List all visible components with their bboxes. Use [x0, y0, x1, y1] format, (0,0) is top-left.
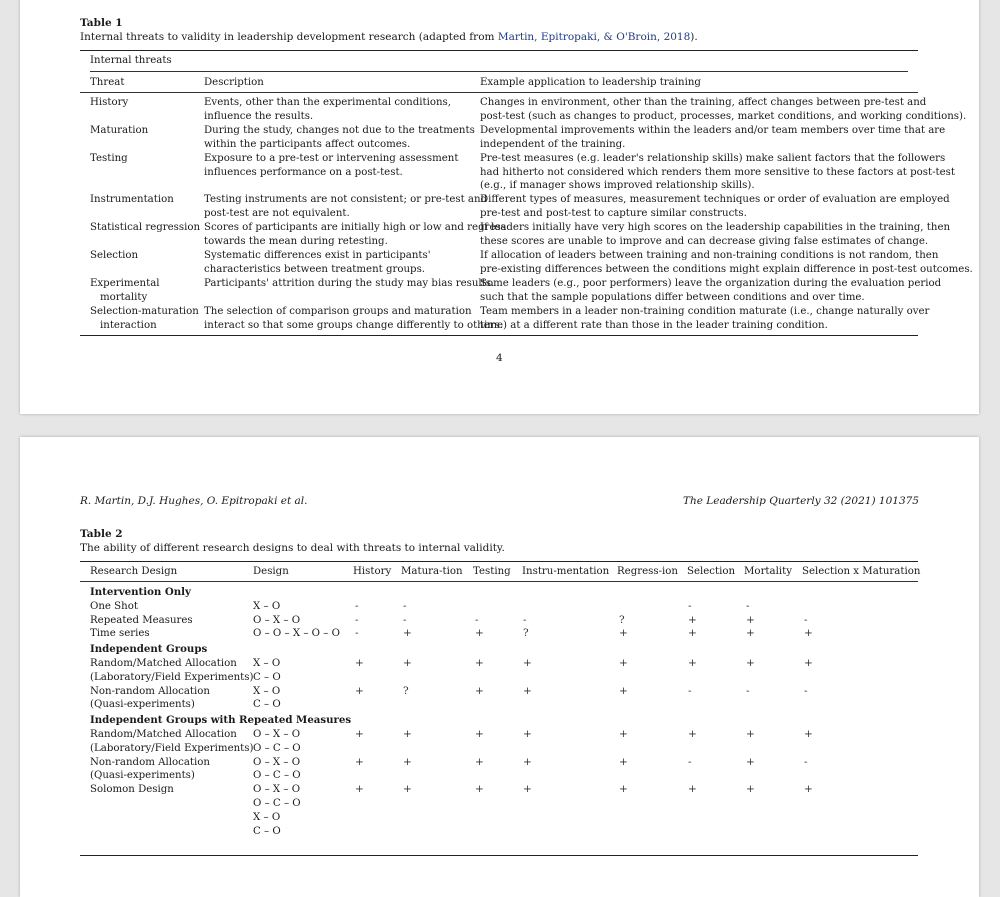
table2-mark-cell: +: [403, 728, 412, 740]
table2-mark-cell: +: [523, 755, 532, 768]
table2-mark-cell: +: [688, 613, 697, 626]
threat-cell: Statistical regression: [90, 222, 201, 233]
table2-mark-cell: +: [403, 627, 412, 640]
example-cell: Some leaders (e.g., poor performers) leave the organization during the evaluation period: [480, 278, 942, 289]
table2-row-label: (Quasi-experiments): [90, 770, 195, 782]
description-cell: The selection of comparison groups and maturation: [204, 306, 472, 317]
table2-mark-cell: -: [355, 613, 359, 626]
table2-mark-cell: +: [746, 657, 755, 669]
table2-mark-cell: +: [746, 627, 755, 640]
table2-mark-cell: +: [619, 728, 628, 740]
table2-row-label: Non-random Allocation: [90, 756, 210, 768]
table2-mark-cell: +: [619, 783, 628, 796]
description-cell: Participants' attrition during the study may bias results.: [204, 278, 495, 289]
threat-cell: interaction: [100, 319, 157, 331]
table2-mark-cell: +: [475, 684, 484, 697]
table2-mark-cell: -: [403, 599, 407, 612]
example-cell: (e.g., if manager shows improved relationship skills).: [480, 180, 755, 192]
table2-mark-cell: -: [475, 613, 479, 626]
table2-design-notation: X – O: [253, 600, 281, 612]
description-cell: Scores of participants are initially high or low and regress: [204, 222, 506, 233]
table2-design-notation: X – O: [253, 658, 281, 669]
example-cell: Changes in environment, other than the training, affect changes between pre-test and: [480, 97, 927, 108]
table2-mark-cell: -: [523, 613, 527, 626]
table2-group-title: Intervention Only: [90, 586, 191, 598]
table2-group-title: Independent Groups: [90, 643, 208, 656]
table2-mark-cell: ?: [403, 684, 409, 697]
description-cell: characteristics between treatment groups.: [204, 263, 426, 275]
table1-bottom-rule: [80, 335, 918, 336]
table2-mark-cell: -: [804, 755, 808, 768]
table1-caption: Internal threats to validity in leadership development research (adapted from Martin, Epitropaki, & O'Broin, 2018).: [80, 31, 698, 43]
description-cell: Testing instruments are not consistent; or pre-test and: [204, 194, 488, 205]
table2-mark-cell: ?: [619, 613, 625, 626]
description-cell: influence the results.: [204, 110, 314, 122]
running-head-authors: R. Martin, D.J. Hughes, O. Epitropaki et al.: [80, 495, 308, 507]
example-cell: pre-test and post-test to capture similar constructs.: [480, 207, 747, 219]
table2-design-notation: O – C – O: [253, 770, 301, 782]
example-cell: Developmental improvements within the leaders and/or team members over time that are: [480, 125, 946, 136]
table2-bottom-rule: [80, 855, 918, 856]
table2-mark-cell: +: [804, 657, 813, 669]
threat-cell: Selection-maturation: [90, 306, 199, 317]
table2-mark-cell: +: [355, 783, 364, 796]
table2-header-cell: Testing: [473, 566, 511, 577]
table2-header-rule: [80, 581, 918, 582]
description-cell: Systematic differences exist in participants': [204, 250, 431, 261]
example-cell: If allocation of leaders between training and non-training conditions is not random, then: [480, 250, 939, 261]
threat-cell: Maturation: [90, 125, 149, 136]
description-cell: Events, other than the experimental conditions,: [204, 97, 452, 108]
table2-caption: The ability of different research designs to deal with threats to internal validity.: [80, 542, 505, 554]
example-cell: these scores are unable to improve and can decrease giving false estimates of change.: [480, 235, 929, 247]
table2-mark-cell: -: [688, 684, 692, 697]
table2-row-label: (Laboratory/Field Experiments): [90, 742, 254, 754]
description-cell: post-test are not equivalent.: [204, 207, 350, 219]
table2-mark-cell: +: [688, 627, 697, 640]
table2-header-cell: Matura-tion: [401, 566, 463, 577]
table2-mark-cell: +: [619, 684, 628, 697]
table2-mark-cell: +: [688, 728, 697, 740]
table2-row-label: Repeated Measures: [90, 614, 193, 626]
table2-header-cell: Research Design: [90, 566, 178, 577]
table1-header-rule: [80, 92, 918, 93]
table2-mark-cell: +: [619, 657, 628, 669]
description-cell: Exposure to a pre-test or intervening assessment: [204, 153, 459, 164]
table2-mark-cell: +: [355, 728, 364, 740]
table2-top-rule: [80, 561, 918, 562]
example-cell: time) at a different rate than those in the leader training condition.: [480, 319, 828, 331]
description-cell: towards the mean during retesting.: [204, 235, 388, 247]
table2-mark-cell: +: [746, 613, 755, 626]
table2-mark-cell: ?: [523, 627, 529, 640]
table2-row-label: (Laboratory/Field Experiments): [90, 671, 254, 683]
table1-top-rule: [80, 50, 918, 51]
page-number: 4: [496, 352, 503, 364]
table2-mark-cell: +: [475, 657, 484, 669]
table2-design-notation: O – C – O: [253, 798, 301, 809]
table2-mark-cell: +: [746, 783, 755, 796]
example-cell: If leaders initially have very high scores on the leadership capabilities in the training, then: [480, 222, 951, 233]
table2-mark-cell: -: [688, 755, 692, 768]
table2-group-title: Independent Groups with Repeated Measures: [90, 714, 352, 727]
table2-mark-cell: +: [804, 627, 813, 640]
table2-row-label: Random/Matched Allocation: [90, 729, 237, 740]
example-cell: Different types of measures, measurement techniques or order of evaluation are employed: [480, 194, 950, 205]
table2-row-label: Random/Matched Allocation: [90, 658, 237, 669]
table2-mark-cell: +: [523, 783, 532, 796]
running-head-journal: The Leadership Quarterly 32 (2021) 101375: [682, 495, 919, 507]
threat-cell: History: [90, 97, 129, 108]
table2-design-notation: O – X – O: [253, 756, 301, 768]
table2-mark-cell: -: [804, 684, 808, 697]
table2-mark-cell: -: [355, 627, 359, 640]
table2-header-cell: Instru-mentation: [522, 566, 610, 577]
table2-mark-cell: +: [523, 684, 532, 697]
table2-design-notation: X – O: [253, 685, 281, 697]
table2-mark-cell: +: [523, 657, 532, 669]
example-cell: Pre-test measures (e.g. leader's relationship skills) make salient factors that the followers: [480, 153, 946, 164]
table2-header-cell: Selection x Maturation: [802, 566, 921, 577]
table1-group-label: Internal threats: [90, 55, 172, 66]
description-cell: During the study, changes not due to the treatments: [204, 125, 475, 136]
table1-caption-label: Table 1: [80, 17, 123, 29]
table2-mark-cell: +: [475, 783, 484, 796]
table2-mark-cell: +: [355, 684, 364, 697]
document-page-1: [20, 0, 979, 414]
document-page-2: [20, 437, 979, 897]
table2-header-cell: Design: [253, 566, 289, 577]
example-cell: post-test (such as changes to product, processes, market conditions, and working conditions).: [480, 110, 967, 122]
table2-design-notation: C – O: [253, 699, 281, 711]
table2-mark-cell: +: [523, 728, 532, 740]
table2-mark-cell: -: [804, 613, 808, 626]
table2-mark-cell: -: [403, 613, 407, 626]
table2-caption-label: Table 2: [80, 528, 123, 540]
table2-mark-cell: +: [804, 728, 813, 740]
example-cell: had hitherto not considered which renders them more sensitive to these factors at post-test: [480, 166, 955, 178]
table2-row-label: Non-random Allocation: [90, 685, 210, 697]
table2-mark-cell: +: [746, 728, 755, 740]
table2-header-cell: History: [353, 566, 392, 577]
table2-mark-cell: -: [746, 599, 750, 612]
table2-design-notation: C – O: [253, 671, 281, 683]
table2-mark-cell: +: [355, 755, 364, 768]
example-cell: such that the sample populations differ between conditions and over time.: [480, 291, 865, 303]
table2-row-label: (Quasi-experiments): [90, 699, 195, 711]
table2-row-label: One Shot: [90, 600, 138, 612]
citation-link[interactable]: Martin, Epitropaki, & O'Broin, 2018: [497, 31, 691, 43]
table2-row-label: Solomon Design: [90, 784, 174, 796]
table2-mark-cell: +: [403, 657, 412, 669]
description-cell: within the participants affect outcomes.: [204, 138, 411, 150]
description-cell: influences performance on a post-test.: [204, 166, 403, 178]
table2-design-notation: X – O: [253, 811, 281, 823]
table2-header-cell: Selection: [687, 566, 736, 577]
table2-design-notation: C – O: [253, 825, 281, 837]
table2-mark-cell: +: [619, 627, 628, 640]
table2-mark-cell: +: [688, 657, 697, 669]
table2-row-label: Time series: [90, 628, 150, 640]
table2-header-cell: Regress-ion: [617, 566, 678, 577]
table2-mark-cell: -: [688, 599, 692, 612]
table2-mark-cell: +: [688, 783, 697, 796]
table2-mark-cell: +: [804, 783, 813, 796]
table2-mark-cell: +: [403, 755, 412, 768]
threat-cell: Selection: [90, 250, 139, 261]
table2-mark-cell: +: [355, 657, 364, 669]
threat-cell: Instrumentation: [90, 194, 174, 205]
table2-mark-cell: -: [355, 599, 359, 612]
table1-header-threat: Threat: [90, 77, 125, 88]
table2-mark-cell: +: [746, 755, 755, 768]
example-cell: independent of the training.: [480, 138, 626, 150]
table1-header-example: Example application to leadership training: [480, 77, 701, 88]
example-cell: pre-existing differences between the conditions might explain difference in post-test outcomes.: [480, 263, 973, 275]
table2-mark-cell: +: [403, 783, 412, 796]
table2-design-notation: O – X – O: [253, 729, 301, 740]
threat-cell: Experimental: [90, 278, 160, 289]
table2-design-notation: O – O – X – O – O: [253, 628, 340, 640]
table2-design-notation: O – X – O: [253, 784, 301, 796]
example-cell: Team members in a leader non-training condition maturate (i.e., change naturally over: [480, 306, 930, 317]
table2-mark-cell: +: [475, 728, 484, 740]
table1-header-description: Description: [204, 77, 264, 88]
threat-cell: Testing: [90, 153, 128, 164]
table2-mark-cell: +: [475, 627, 484, 640]
table2-mark-cell: +: [619, 755, 628, 768]
table1-group-rule: [90, 71, 908, 72]
threat-cell: mortality: [100, 291, 148, 303]
table2-mark-cell: +: [475, 755, 484, 768]
table2-mark-cell: -: [746, 684, 750, 697]
table2-header-cell: Mortality: [744, 566, 792, 577]
table2-design-notation: O – C – O: [253, 742, 301, 754]
table2-design-notation: O – X – O: [253, 614, 301, 626]
description-cell: interact so that some groups change differently to others.: [204, 319, 504, 331]
